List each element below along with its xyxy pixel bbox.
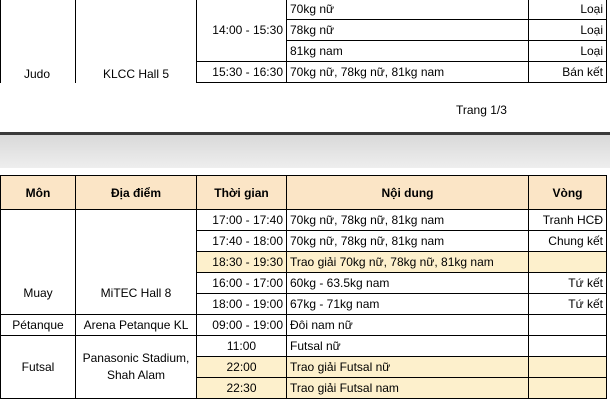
time-cell: 22:00 xyxy=(197,357,287,378)
content-cell: 70kg nữ, 78kg nữ, 81kg nam xyxy=(287,231,529,252)
content-cell: 70kg nữ, 78kg nữ, 81kg nam xyxy=(287,210,529,231)
content-cell: 70kg nữ, 78kg nữ, 81kg nam xyxy=(287,62,529,83)
table-row xyxy=(1,210,607,231)
time-cell: 11:00 xyxy=(197,336,287,357)
time-cell: 22:30 xyxy=(197,378,287,399)
schedule-table-page-two xyxy=(0,175,607,399)
time-cell: 14:00 - 15:30 xyxy=(197,0,287,62)
round-cell: Tứ kết xyxy=(529,273,607,294)
header-round: Vòng xyxy=(529,176,607,210)
time-cell: 17:40 - 18:00 xyxy=(197,231,287,252)
table-row xyxy=(1,336,607,357)
venue-line-2: Shah Alam xyxy=(106,368,166,382)
content-cell: 67kg - 71kg nam xyxy=(287,294,529,315)
round-cell xyxy=(529,252,607,273)
time-cell: 16:00 - 17:00 xyxy=(197,273,287,294)
header-venue: Địa điểm xyxy=(76,176,197,210)
time-cell: 15:30 - 16:30 xyxy=(197,62,287,83)
page-break xyxy=(0,132,610,168)
sport-cell xyxy=(1,210,76,273)
round-cell: Loại xyxy=(529,0,607,20)
time-cell: 17:00 - 17:40 xyxy=(197,210,287,231)
sport-cell: Muay xyxy=(1,273,76,315)
round-cell xyxy=(529,357,607,378)
round-cell: Bán kết xyxy=(529,62,607,83)
table-row xyxy=(1,273,607,294)
header-content: Nội dung xyxy=(287,176,529,210)
schedule-table-page-one xyxy=(0,0,607,83)
venue-line-1: Panasonic Stadium, xyxy=(82,351,190,365)
venue-klcc: KLCC Hall 5 xyxy=(103,67,170,81)
round-cell: Tranh HCĐ xyxy=(529,210,607,231)
venue-cell: Arena Petanque KL xyxy=(76,315,197,336)
header-time: Thời gian xyxy=(197,176,287,210)
time-cell: 18:00 - 19:00 xyxy=(197,294,287,315)
table-row xyxy=(1,315,607,336)
venue-cell: MiTEC Hall 8 xyxy=(76,273,197,315)
content-cell: Futsal nữ xyxy=(287,336,529,357)
content-cell: 70kg nữ xyxy=(287,0,529,20)
content-cell: Trao giải Futsal nữ xyxy=(287,357,529,378)
venue-cell xyxy=(76,210,197,273)
table-header-row xyxy=(1,176,607,210)
round-cell xyxy=(529,336,607,357)
content-cell: Đôi nam nữ xyxy=(287,315,529,336)
header-sport: Môn xyxy=(1,176,76,210)
content-cell: Trao giải Futsal nam xyxy=(287,378,529,399)
round-cell: Loại xyxy=(529,41,607,62)
round-cell: Chung kết xyxy=(529,231,607,252)
content-cell: 78kg nữ xyxy=(287,20,529,41)
sport-cell: Pétanque xyxy=(1,315,76,336)
content-cell: 81kg nam xyxy=(287,41,529,62)
round-cell xyxy=(529,378,607,399)
sport-cell: Futsal xyxy=(1,336,76,399)
table-row xyxy=(1,0,607,20)
page-two xyxy=(0,168,610,407)
time-cell: 18:30 - 19:30 xyxy=(197,252,287,273)
content-cell: 60kg - 63.5kg nam xyxy=(287,273,529,294)
content-cell: Trao giải 70kg nữ, 78kg nữ, 81kg nam xyxy=(287,252,529,273)
time-cell: 09:00 - 19:00 xyxy=(197,315,287,336)
page-one xyxy=(0,0,610,132)
round-cell xyxy=(529,315,607,336)
sport-judo: Judo xyxy=(24,67,51,81)
round-cell: Loại xyxy=(529,20,607,41)
round-cell: Tứ kết xyxy=(529,294,607,315)
venue-cell xyxy=(76,336,197,399)
page-number: Trang 1/3 xyxy=(456,103,507,117)
